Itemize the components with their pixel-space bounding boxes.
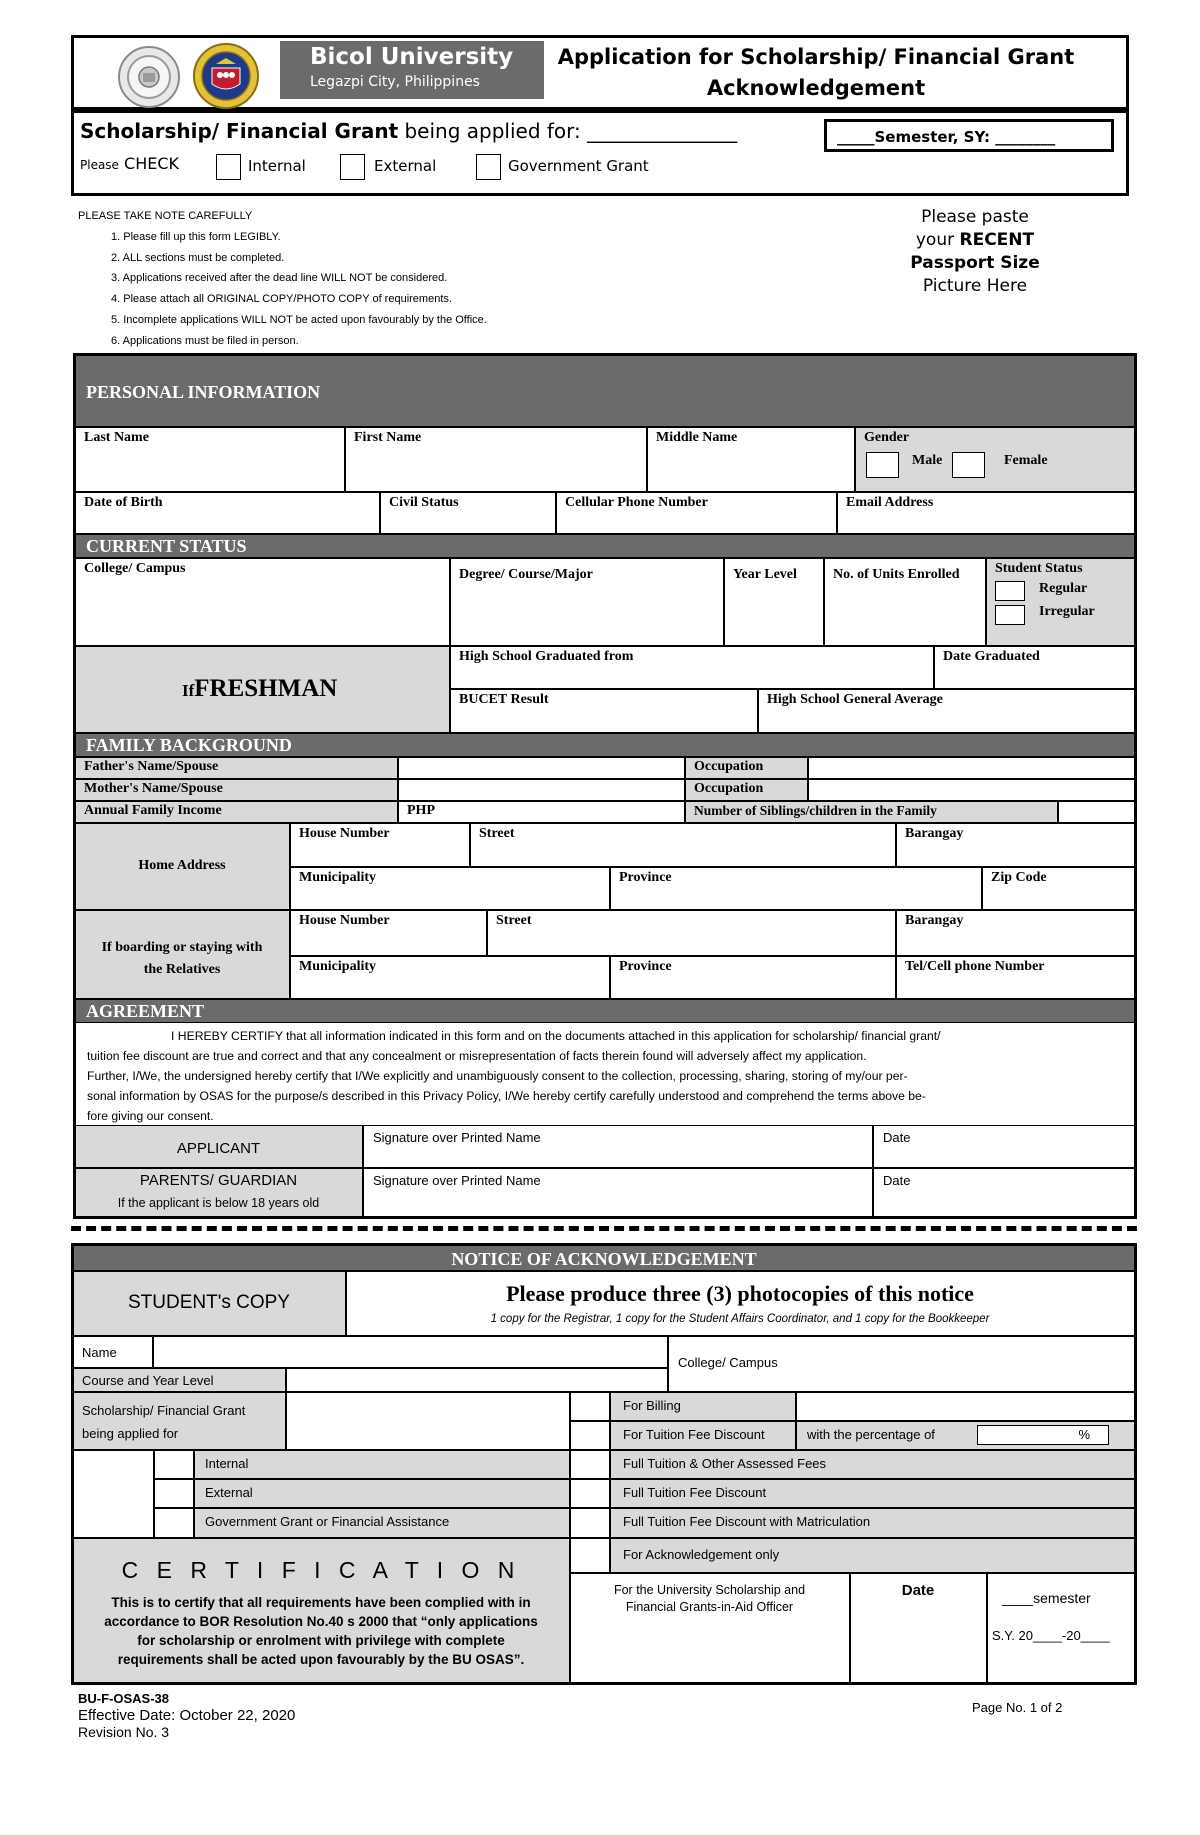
- boarding-address-label-cell: [75, 910, 290, 999]
- father-name-field[interactable]: [398, 757, 685, 779]
- middle-name-field[interactable]: Middle Name: [647, 427, 855, 492]
- notice-internal-checkbox[interactable]: [154, 1450, 194, 1479]
- photocopies-text: Please produce three (3) photocopies of this notice: [506, 1281, 974, 1306]
- home-address-label-cell: [75, 823, 290, 910]
- scholarship-applied-line: [80, 119, 737, 143]
- units-enrolled-field[interactable]: No. of Units Enrolled: [824, 558, 986, 646]
- notice-sy: S.Y. 20____-20____: [992, 1628, 1110, 1643]
- personal-information-header: PERSONAL INFORMATION: [75, 355, 1135, 427]
- semester-sy-cell[interactable]: [987, 1573, 1135, 1683]
- irregular-checkbox[interactable]: [995, 605, 1025, 625]
- cellular-phone-field[interactable]: Cellular Phone Number: [556, 492, 837, 534]
- parents-signature-field[interactable]: Signature over Printed Name: [363, 1168, 873, 1217]
- effective-date: Effective Date: October 22, 2020: [78, 1707, 296, 1724]
- full-tuition-other-checkbox[interactable]: [570, 1450, 610, 1479]
- officer-signature-field[interactable]: [570, 1573, 850, 1683]
- student-status-field: Student Status Regular Irregular: [986, 558, 1135, 646]
- last-name-field[interactable]: Last Name: [75, 427, 345, 492]
- notice-gov-checkbox[interactable]: [154, 1508, 194, 1538]
- female-checkbox[interactable]: [952, 452, 985, 478]
- government-grant-label: Government Grant: [508, 157, 649, 175]
- copies-note: 1 copy for the Registrar, 1 copy for the Student Affairs Coordinator, and 1 copy for the Bookkeeper: [490, 1313, 990, 1325]
- boarding-street-field[interactable]: Street: [487, 910, 896, 956]
- percentage-field[interactable]: %: [977, 1425, 1109, 1445]
- full-tuition-checkbox[interactable]: [570, 1479, 610, 1508]
- home-street-field[interactable]: Street: [470, 823, 896, 867]
- grant-type-blank: [73, 1450, 154, 1538]
- boarding-province-field[interactable]: Province: [610, 956, 896, 999]
- certification-title: C E R T I F I C A T I O N: [121, 1557, 521, 1583]
- internal-checkbox[interactable]: [216, 154, 241, 180]
- grant-applied-label: Scholarship/ Financial Grant being applied for: [73, 1392, 286, 1450]
- please-text: Please: [80, 158, 119, 172]
- parents-label-cell: [75, 1168, 363, 1217]
- siblings-field[interactable]: [1058, 801, 1135, 823]
- course-year-label: Course and Year Level: [73, 1368, 286, 1392]
- note-item: 3. Applications received after the dead line WILL NOT be considered.: [111, 272, 448, 285]
- government-grant-checkbox[interactable]: [476, 154, 501, 180]
- mother-occupation-label: Occupation: [685, 779, 808, 801]
- check-text: CHECK: [124, 154, 180, 173]
- father-name-label: Father's Name/Spouse: [75, 757, 398, 779]
- high-school-graduated-field[interactable]: High School Graduated from: [450, 646, 934, 689]
- tuition-discount-label: For Tuition Fee Discount: [610, 1421, 796, 1450]
- external-label: External: [374, 157, 437, 175]
- notice-external-label: External: [194, 1479, 570, 1508]
- current-status-header: CURRENT STATUS: [75, 534, 1135, 558]
- notes: [78, 206, 487, 352]
- father-occupation-field[interactable]: [808, 757, 1135, 779]
- footer-left: [78, 1690, 295, 1741]
- bucet-result-field[interactable]: BUCET Result: [450, 689, 758, 733]
- home-zip-code-field[interactable]: Zip Code: [982, 867, 1135, 910]
- boarding-barangay-field[interactable]: Barangay: [896, 910, 1135, 956]
- civil-status-field[interactable]: Civil Status: [380, 492, 556, 534]
- irregular-label: Irregular: [1039, 604, 1095, 619]
- boarding-municipality-field[interactable]: Municipality: [290, 956, 610, 999]
- notice-name-field[interactable]: [153, 1336, 668, 1368]
- agreement-header: AGREEMENT: [75, 999, 1135, 1023]
- home-municipality-field[interactable]: Municipality: [290, 867, 610, 910]
- annual-income-label: Annual Family Income: [75, 801, 398, 823]
- male-label: Male: [912, 453, 943, 468]
- full-tuition-matric-label: Full Tuition Fee Discount with Matriculation: [610, 1508, 1135, 1538]
- note-item: 2. ALL sections must be completed.: [111, 251, 285, 264]
- form-title-line2: Acknowledgement: [706, 76, 926, 100]
- ack-only-checkbox[interactable]: [570, 1538, 610, 1573]
- home-barangay-field[interactable]: Barangay: [896, 823, 1135, 867]
- notice-external-checkbox[interactable]: [154, 1479, 194, 1508]
- scholarship-applied-for[interactable]: being applied for: _______________: [404, 119, 738, 143]
- boarding-tel-field[interactable]: Tel/Cell phone Number: [896, 956, 1135, 999]
- applicant-signature-field[interactable]: Signature over Printed Name: [363, 1125, 873, 1168]
- notice-course-year-field[interactable]: [286, 1368, 668, 1392]
- form-title-line1: Application for Scholarship/ Financial Grant: [557, 45, 1075, 69]
- photo-line1: Please paste: [921, 207, 1029, 227]
- mother-occupation-field[interactable]: [808, 779, 1135, 801]
- with-percentage-label: with the percentage of: [807, 1427, 935, 1442]
- for-billing-checkbox[interactable]: [570, 1392, 610, 1421]
- photo-placeholder[interactable]: [880, 206, 1070, 298]
- freshman-label-cell: [75, 646, 450, 733]
- applicant-label: APPLICANT: [176, 1140, 261, 1157]
- university-location: Legazpi City, Philippines: [310, 74, 480, 90]
- applicant-date-field[interactable]: Date: [873, 1125, 1135, 1168]
- boarding-house-number-field[interactable]: House Number: [290, 910, 487, 956]
- freshman-label: IfFRESHMAN: [182, 675, 338, 702]
- notice-semester: ____semester: [1002, 1590, 1091, 1606]
- certification-cell: [73, 1538, 570, 1683]
- full-tuition-label: Full Tuition Fee Discount: [610, 1479, 1135, 1508]
- parents-guardian-label: PARENTS/ GUARDIAN: [139, 1172, 298, 1189]
- percentage-cell: [796, 1421, 1135, 1450]
- photo-line2: your RECENT: [915, 230, 1035, 250]
- full-tuition-matric-checkbox[interactable]: [570, 1508, 610, 1538]
- note-item: 5. Incomplete applications WILL NOT be acted upon favourably by the Office.: [111, 313, 487, 326]
- mother-name-field[interactable]: [398, 779, 685, 801]
- home-address-label: Home Address: [138, 858, 226, 873]
- ack-only-label: For Acknowledgement only: [610, 1538, 1135, 1573]
- students-copy-cell: [73, 1271, 346, 1336]
- hs-general-average-field[interactable]: High School General Average: [758, 689, 1135, 733]
- notice-grant-field[interactable]: [286, 1392, 570, 1450]
- name-label: Name: [73, 1336, 153, 1368]
- year-level-field[interactable]: Year Level: [724, 558, 824, 646]
- university-name: Bicol University: [310, 44, 514, 70]
- photo-line4: Picture Here: [922, 276, 1028, 296]
- note-item: 6. Applications must be filed in person.: [111, 334, 299, 347]
- parents-date-field[interactable]: Date: [873, 1168, 1135, 1217]
- home-house-number-field[interactable]: House Number: [290, 823, 470, 867]
- for-billing-field[interactable]: [796, 1392, 1135, 1421]
- applicant-label-cell: [75, 1125, 363, 1168]
- home-province-field[interactable]: Province: [610, 867, 982, 910]
- notice-college-field[interactable]: College/ Campus: [668, 1336, 1135, 1392]
- first-name-field[interactable]: First Name: [345, 427, 647, 492]
- form-code: BU-F-OSAS-38: [78, 1691, 170, 1706]
- family-background-header: FAMILY BACKGROUND: [75, 733, 1135, 757]
- female-label: Female: [1004, 453, 1048, 468]
- page-number: Page No. 1 of 2: [972, 1700, 1063, 1715]
- college-campus-field[interactable]: College/ Campus: [75, 558, 450, 646]
- agreement-text: I HEREBY CERTIFY that all information indicated in this form and on the documents attached in this application for scholarship/ financial grant/ tuition fee discount are true and correct and that any concealment or misrepresentation of facts therein found will adversely affect my application. Further, I/We, the undersigned hereby certify that I/We explicitly and unambiguously consent to the collection, processing, sharing, storing of my/our per- sonal information by OSAS for the purpose/s described in this Privacy Policy, I/We hereby certify carefully understood and comprehend the terms above be- fore giving our consent.: [87, 1029, 941, 1123]
- father-occupation-label: Occupation: [685, 757, 808, 779]
- tuition-discount-checkbox[interactable]: [570, 1421, 610, 1450]
- regular-label: Regular: [1039, 581, 1088, 596]
- officer-label: For the University Scholarship and Financial Grants-in-Aid Officer: [613, 1583, 806, 1614]
- date-of-birth-field[interactable]: Date of Birth: [75, 492, 380, 534]
- notice-header: NOTICE OF ACKNOWLEDGEMENT: [73, 1245, 1135, 1271]
- certification-text: This is to certify that all requirements have been complied with in accordance to BOR Resolution No.40 s 2000 that “only applications for scholarship or enrolment with privilege with complete requirements shall be acted upon favourably by the BU OSAS”.: [104, 1595, 538, 1667]
- male-checkbox[interactable]: [866, 452, 899, 478]
- mother-name-label: Mother's Name/Spouse: [75, 779, 398, 801]
- boarding-address-label: If boarding or staying with the Relatives: [101, 940, 263, 977]
- parents-guardian-note: If the applicant is below 18 years old: [117, 1196, 320, 1210]
- gender-field: Gender Male Female: [855, 427, 1135, 492]
- internal-label: Internal: [248, 157, 306, 175]
- regular-checkbox[interactable]: [995, 581, 1025, 601]
- photocopies-cell: [346, 1271, 1135, 1336]
- notice-date-label: Date: [901, 1582, 935, 1599]
- university-seal-logo: [117, 45, 181, 109]
- semester-sy-field[interactable]: _____Semester, SY: ________: [824, 119, 1114, 152]
- for-billing-label: For Billing: [610, 1392, 796, 1421]
- notes-heading: PLEASE TAKE NOTE CAREFULLY: [78, 210, 253, 222]
- students-copy-label: STUDENT's COPY: [128, 1292, 290, 1313]
- full-tuition-other-label: Full Tuition & Other Assessed Fees: [610, 1450, 1135, 1479]
- please-check-label: [80, 154, 179, 173]
- note-item: 1. Please fill up this form LEGIBLY.: [111, 230, 281, 243]
- email-address-field[interactable]: Email Address: [837, 492, 1135, 534]
- revision-number: Revision No. 3: [78, 1724, 170, 1740]
- form-title: [556, 42, 1076, 104]
- photo-line3: Passport Size: [910, 253, 1040, 273]
- annual-income-field[interactable]: PHP: [398, 801, 685, 823]
- notice-date-field[interactable]: [850, 1573, 987, 1683]
- date-graduated-field[interactable]: Date Graduated: [934, 646, 1135, 689]
- external-checkbox[interactable]: [340, 154, 365, 180]
- notice-gov-label: Government Grant or Financial Assistance: [194, 1508, 570, 1538]
- scholarship-label: Scholarship/ Financial Grant: [80, 119, 399, 143]
- note-item: 4. Please attach all ORIGINAL COPY/PHOTO COPY of requirements.: [111, 293, 452, 306]
- notice-internal-label: Internal: [194, 1450, 570, 1479]
- degree-course-major-field[interactable]: Degree/ Course/Major: [450, 558, 724, 646]
- cut-line: [71, 1226, 1137, 1231]
- siblings-label: Number of Siblings/children in the Family: [685, 801, 1058, 823]
- university-banner: [280, 41, 544, 99]
- university-logo: [190, 42, 262, 110]
